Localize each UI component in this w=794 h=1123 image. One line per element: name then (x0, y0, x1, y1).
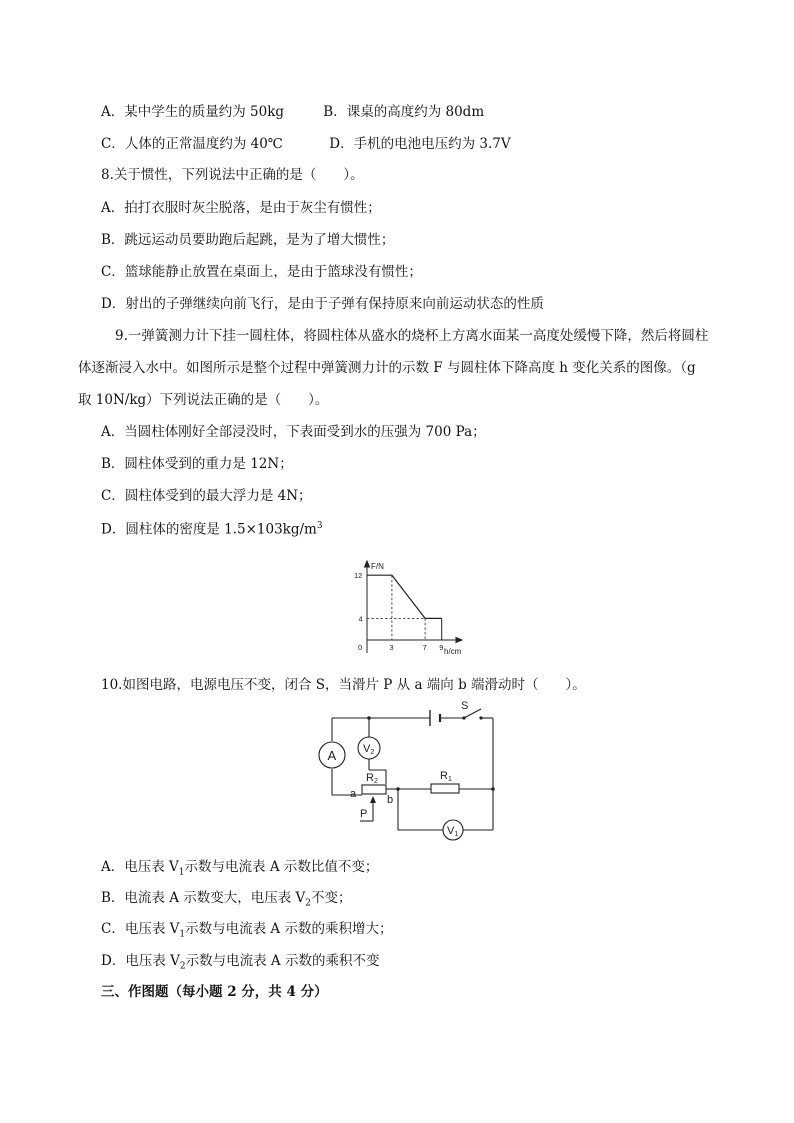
q7-option-b: B．课桌的高度约为 80dm (323, 104, 485, 120)
y-tick-label-12: 12 (354, 571, 363, 581)
q9-stem-line-1: 9.一弹簧测力计下挂一圆柱体，将圆柱体从盛水的烧杯上方离水面某一高度处缓慢下降，然后将圆柱 (115, 328, 709, 344)
data-line (367, 575, 442, 618)
ammeter-label: A (327, 748, 337, 763)
voltmeter-v2-label: V2 (363, 743, 375, 756)
q8-option-b: B．跳远运动员要助跑后起跳，是为了增大惯性； (101, 232, 395, 248)
q10-option-b-sub: 2 (305, 898, 312, 909)
q10-stem: 10.如图电路，电源电压不变，闭合 S，当滑片 P 从 a 端向 b 端滑动时（ ）。 (101, 677, 586, 693)
x-tick-label-9: 9 (439, 643, 444, 652)
q8-option-c: C．篮球能静止放置在桌面上，是由于篮球没有惯性； (101, 264, 422, 280)
y-tick-label-4: 4 (358, 614, 363, 624)
q9-option-d (101, 516, 323, 540)
q10-option-d (101, 951, 379, 977)
q10-option-c (101, 919, 392, 945)
r2-label: R2 (366, 772, 378, 785)
x-tick-label-7: 7 (422, 643, 427, 652)
q10-option-d-sub: 2 (179, 961, 186, 972)
q7-option-d: D．手机的电池电压约为 3.7V (329, 136, 511, 152)
q10-circuit-diagram (316, 700, 502, 846)
q10-option-a (101, 857, 378, 883)
slider-p-label: P (360, 808, 368, 820)
q7-options-row-2 (101, 134, 511, 154)
q10-option-c-part1: C．电压表 V (101, 921, 180, 937)
q9-stem-line-2: 体逐渐浸入水中。如图所示是整个过程中弹簧测力计的示数 F 与圆柱体下降高度 h 变化关系的图像。（g (78, 360, 696, 376)
x-tick-label-3: 3 (389, 643, 394, 652)
r1-label: R1 (440, 770, 452, 783)
q7-option-a: A．某中学生的质量约为 50kg (101, 104, 285, 120)
end-a-label: a (350, 788, 357, 800)
q8-stem: 8.关于惯性，下列说法中正确的是（ ）。 (101, 167, 364, 183)
q9-stem-line-3: 取 10N/kg）下列说法正确的是（ ）。 (78, 392, 329, 408)
q7-option-c: C．人体的正常温度约为 40℃ (101, 136, 283, 152)
q10-option-a-part1: A．电压表 V (101, 859, 179, 875)
x-axis-arrow (456, 638, 462, 643)
q10-option-b-part2: 不变； (311, 890, 352, 906)
q10-option-d-part2: 示数与电流表 A 示数的乘积不变 (185, 953, 380, 969)
q8-option-d: D．射出的子弹继续向前飞行，是由于子弹有保持原来向前运动状态的性质 (101, 296, 544, 312)
y-axis-label: F/N (371, 562, 384, 571)
switch-label: S (461, 700, 469, 712)
q9-option-b: B．圆柱体受到的重力是 12N； (101, 456, 293, 472)
y-axis-arrow (365, 561, 370, 567)
end-b-label: b (387, 794, 394, 806)
q10-option-a-part2: 示数与电流表 A 示数比值不变； (184, 859, 379, 875)
x-axis-label: h/cm (444, 647, 462, 656)
q10-option-b-part1: B．电流表 A 示数变大，电压表 V (101, 890, 306, 906)
x-tick-label-0: 0 (358, 643, 363, 652)
voltmeter-v1-label: V1 (447, 825, 459, 838)
q7-options-row-1 (101, 102, 484, 122)
q9-option-c: C．圆柱体受到的最大浮力是 4N； (101, 488, 312, 504)
q10-option-c-part2: 示数与电流表 A 示数的乘积增大； (185, 921, 393, 937)
q8-option-a: A．拍打衣服时灰尘脱落，是由于灰尘有惯性； (101, 200, 381, 216)
q9-option-d-text: D．圆柱体的密度是 1.5×103kg/m (101, 521, 317, 538)
q10-option-a-sub: 1 (178, 867, 185, 878)
q10-option-c-sub: 1 (179, 929, 186, 940)
q9-option-d-sup: 3 (316, 521, 323, 531)
q9-force-height-graph (345, 558, 470, 663)
q10-option-b (101, 888, 352, 914)
section-3-heading: 三、作图题（每小题 2 分，共 4 分） (101, 984, 328, 1000)
q10-option-d-part1: D．电压表 V (101, 953, 180, 969)
q9-option-a: A．当圆柱体刚好全部浸没时，下表面受到水的压强为 700 Pa； (101, 424, 486, 440)
